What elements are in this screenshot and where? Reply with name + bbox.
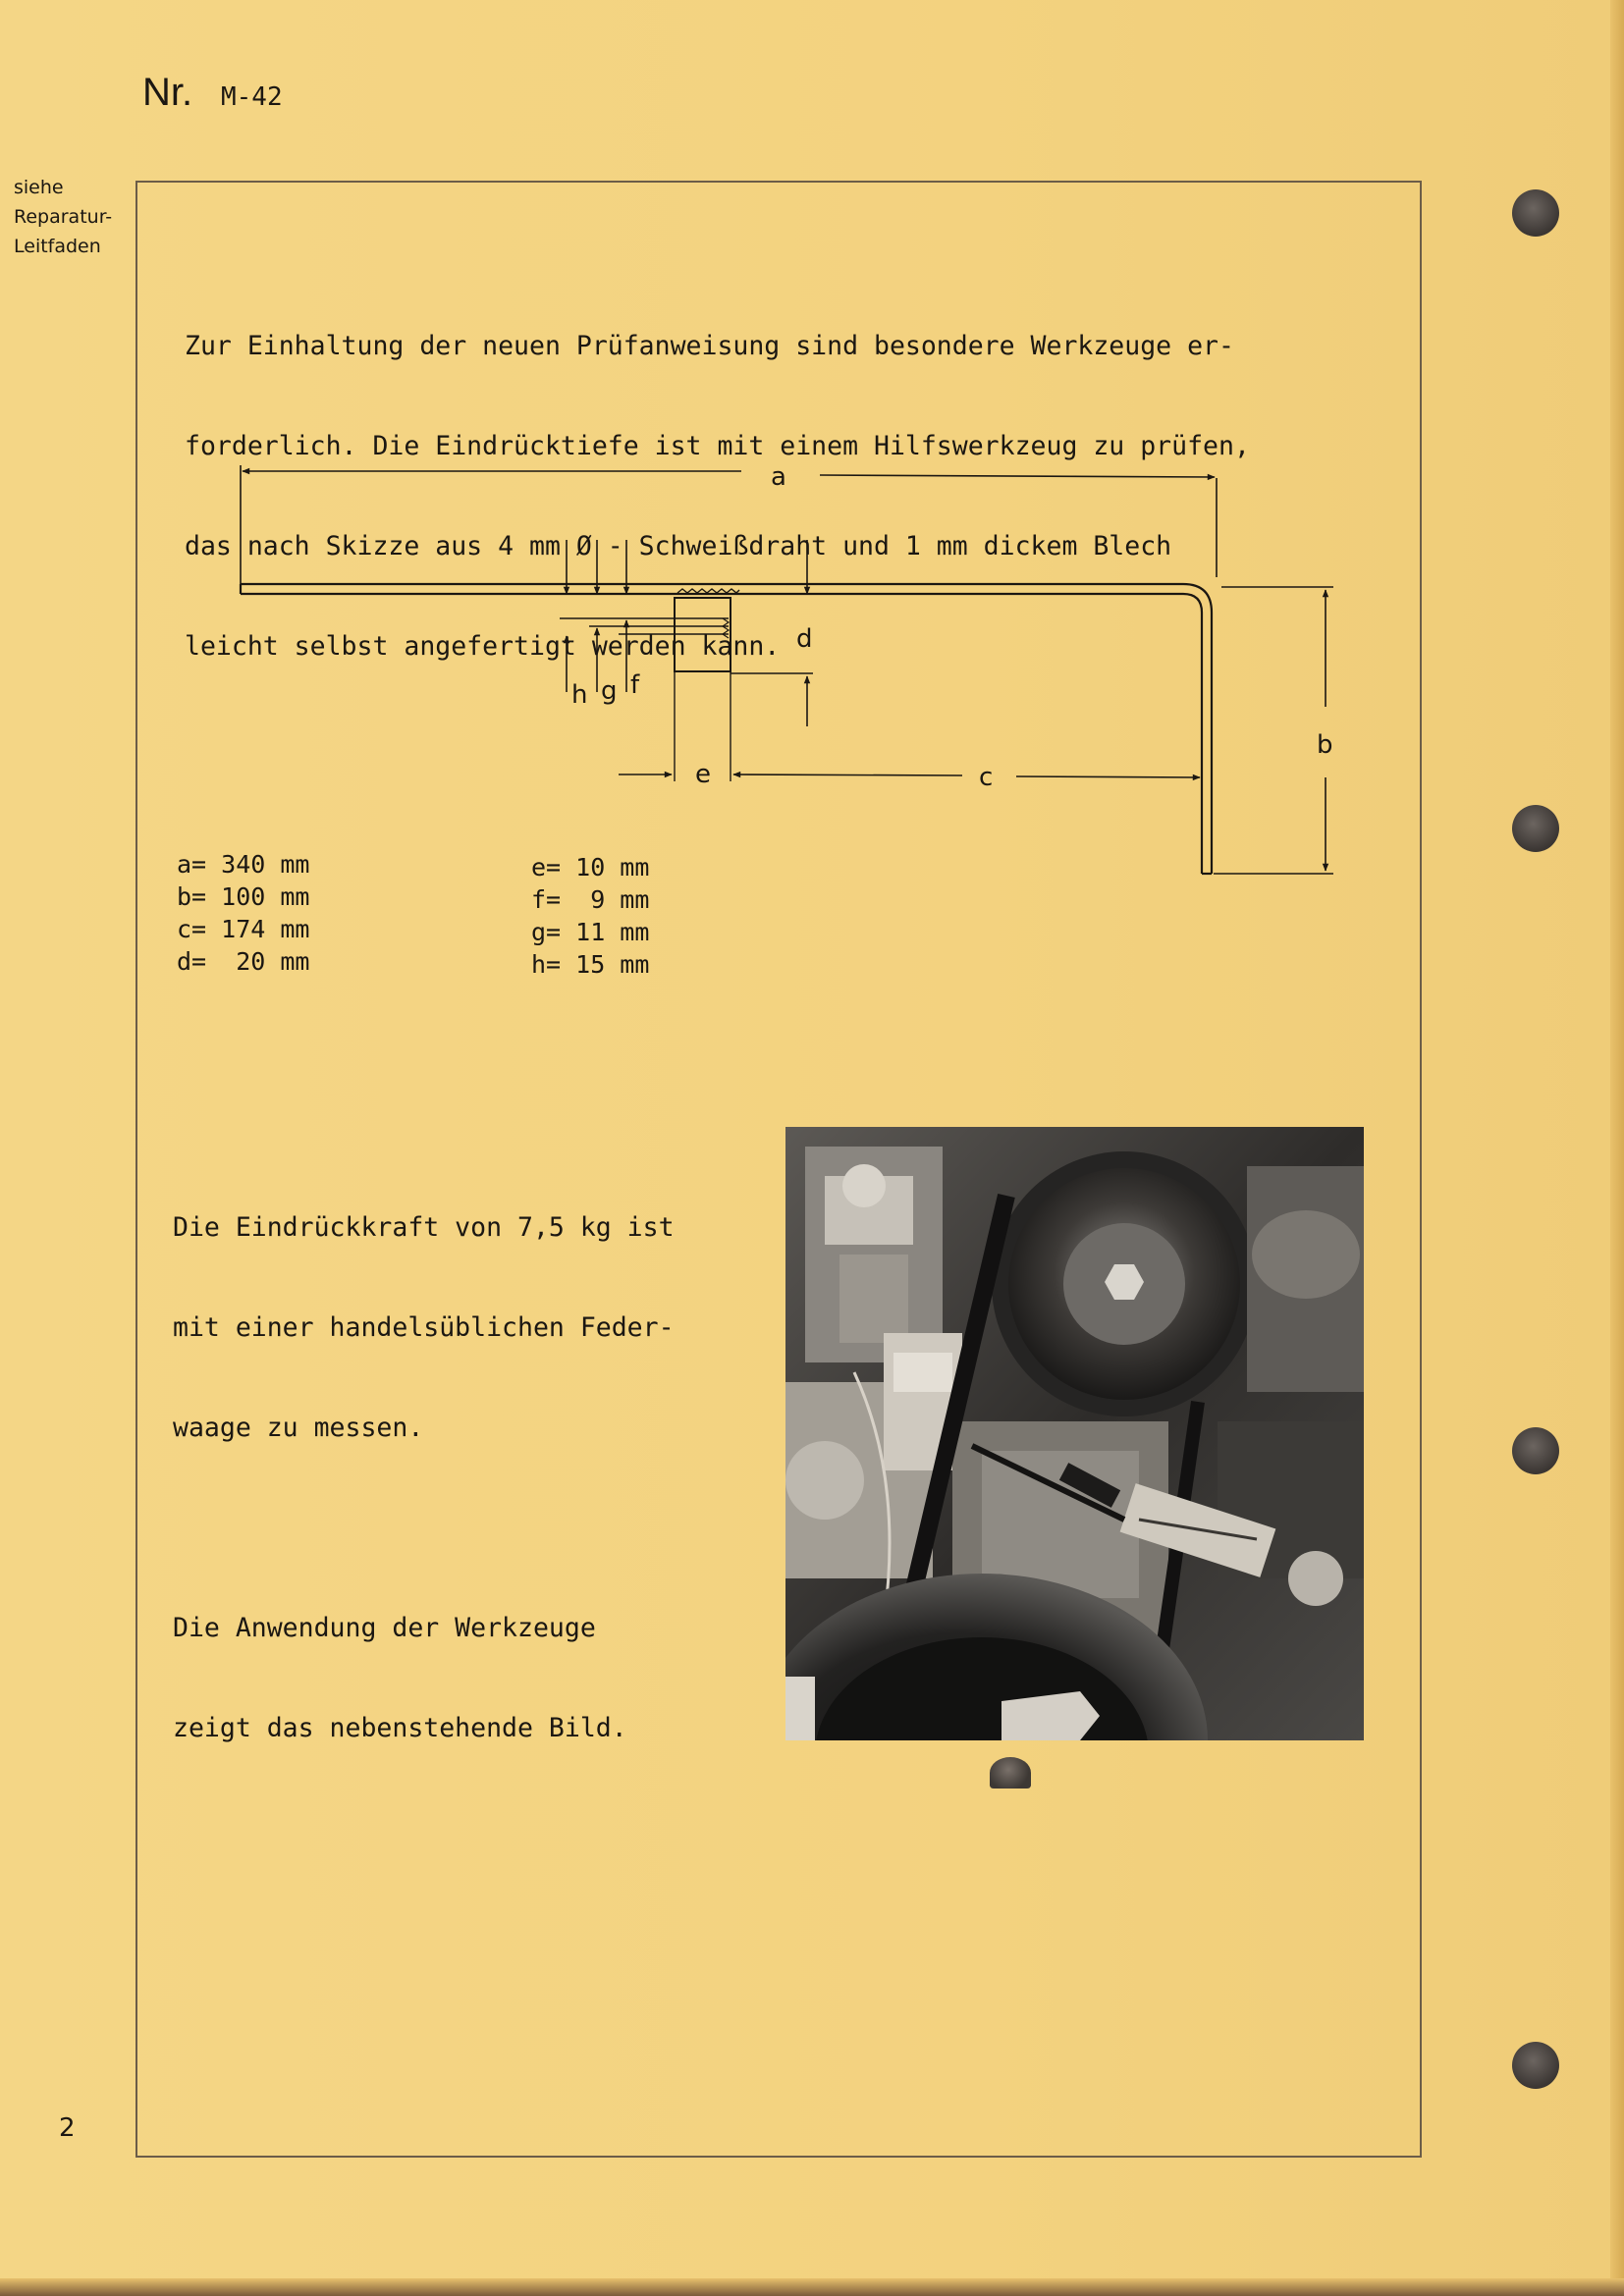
- document-number: M-42: [221, 82, 283, 112]
- instruction-line: Die Eindrückkraft von 7,5 kg ist: [173, 1212, 675, 1243]
- dimension-entry: e= 10 mm: [531, 853, 650, 881]
- dimension-list-right: [531, 851, 649, 981]
- binder-hole: [1512, 2042, 1559, 2089]
- dimension-entry: h= 15 mm: [531, 950, 650, 979]
- instruction-line: waage zu messen.: [173, 1413, 424, 1443]
- dimension-entry: c= 174 mm: [177, 915, 310, 943]
- intro-line: das nach Skizze aus 4 mm Ø - Schweißdraht und 1 mm dickem Blech: [185, 531, 1172, 561]
- document-number-label: Nr.: [142, 71, 193, 114]
- label-e: e: [695, 760, 711, 789]
- label-b: b: [1317, 730, 1333, 760]
- dimension-list-left: [177, 848, 309, 978]
- side-note-line: Leitfaden: [14, 236, 101, 257]
- side-note-line: Reparatur-: [14, 206, 113, 228]
- paper-bottom-edge: [0, 2278, 1624, 2296]
- dimension-entry: b= 100 mm: [177, 882, 310, 911]
- tool-wire-inner: [241, 594, 1202, 874]
- intro-line: Zur Einhaltung der neuen Prüfanweisung sind besondere Werkzeuge er-: [185, 331, 1234, 361]
- tool-wire: [241, 584, 1212, 874]
- instruction-line: Die Anwendung der Werkzeuge: [173, 1613, 596, 1643]
- instruction-line: mit einer handelsüblichen Feder-: [173, 1312, 675, 1343]
- label-g: g: [601, 676, 618, 706]
- small-punch-hole: [990, 1757, 1031, 1789]
- binder-hole: [1512, 189, 1559, 237]
- label-c: c: [979, 763, 994, 792]
- label-d: d: [796, 624, 813, 654]
- instruction-text: [173, 1145, 782, 1779]
- binder-hole: [1512, 805, 1559, 852]
- dimension-entry: d= 20 mm: [177, 947, 310, 976]
- label-f: f: [630, 670, 640, 700]
- instruction-line: zeigt das nebenstehende Bild.: [173, 1713, 627, 1743]
- dimension-entry: a= 340 mm: [177, 850, 310, 879]
- dimension-line-c: [733, 774, 962, 775]
- engine-photo: [785, 1127, 1364, 1740]
- label-a: a: [771, 462, 786, 492]
- intro-line: leicht selbst angefertigt werden kann.: [185, 631, 781, 662]
- dimension-entry: g= 11 mm: [531, 918, 650, 946]
- side-note-line: siehe: [14, 177, 64, 198]
- binder-hole: [1512, 1427, 1559, 1474]
- page-number: 2: [59, 2113, 76, 2143]
- intro-line: forderlich. Die Eindrücktiefe ist mit einem Hilfswerkzeug zu prüfen,: [185, 431, 1250, 461]
- label-h: h: [571, 680, 588, 710]
- dimension-entry: f= 9 mm: [531, 885, 650, 914]
- tool-sketch: [0, 0, 1624, 942]
